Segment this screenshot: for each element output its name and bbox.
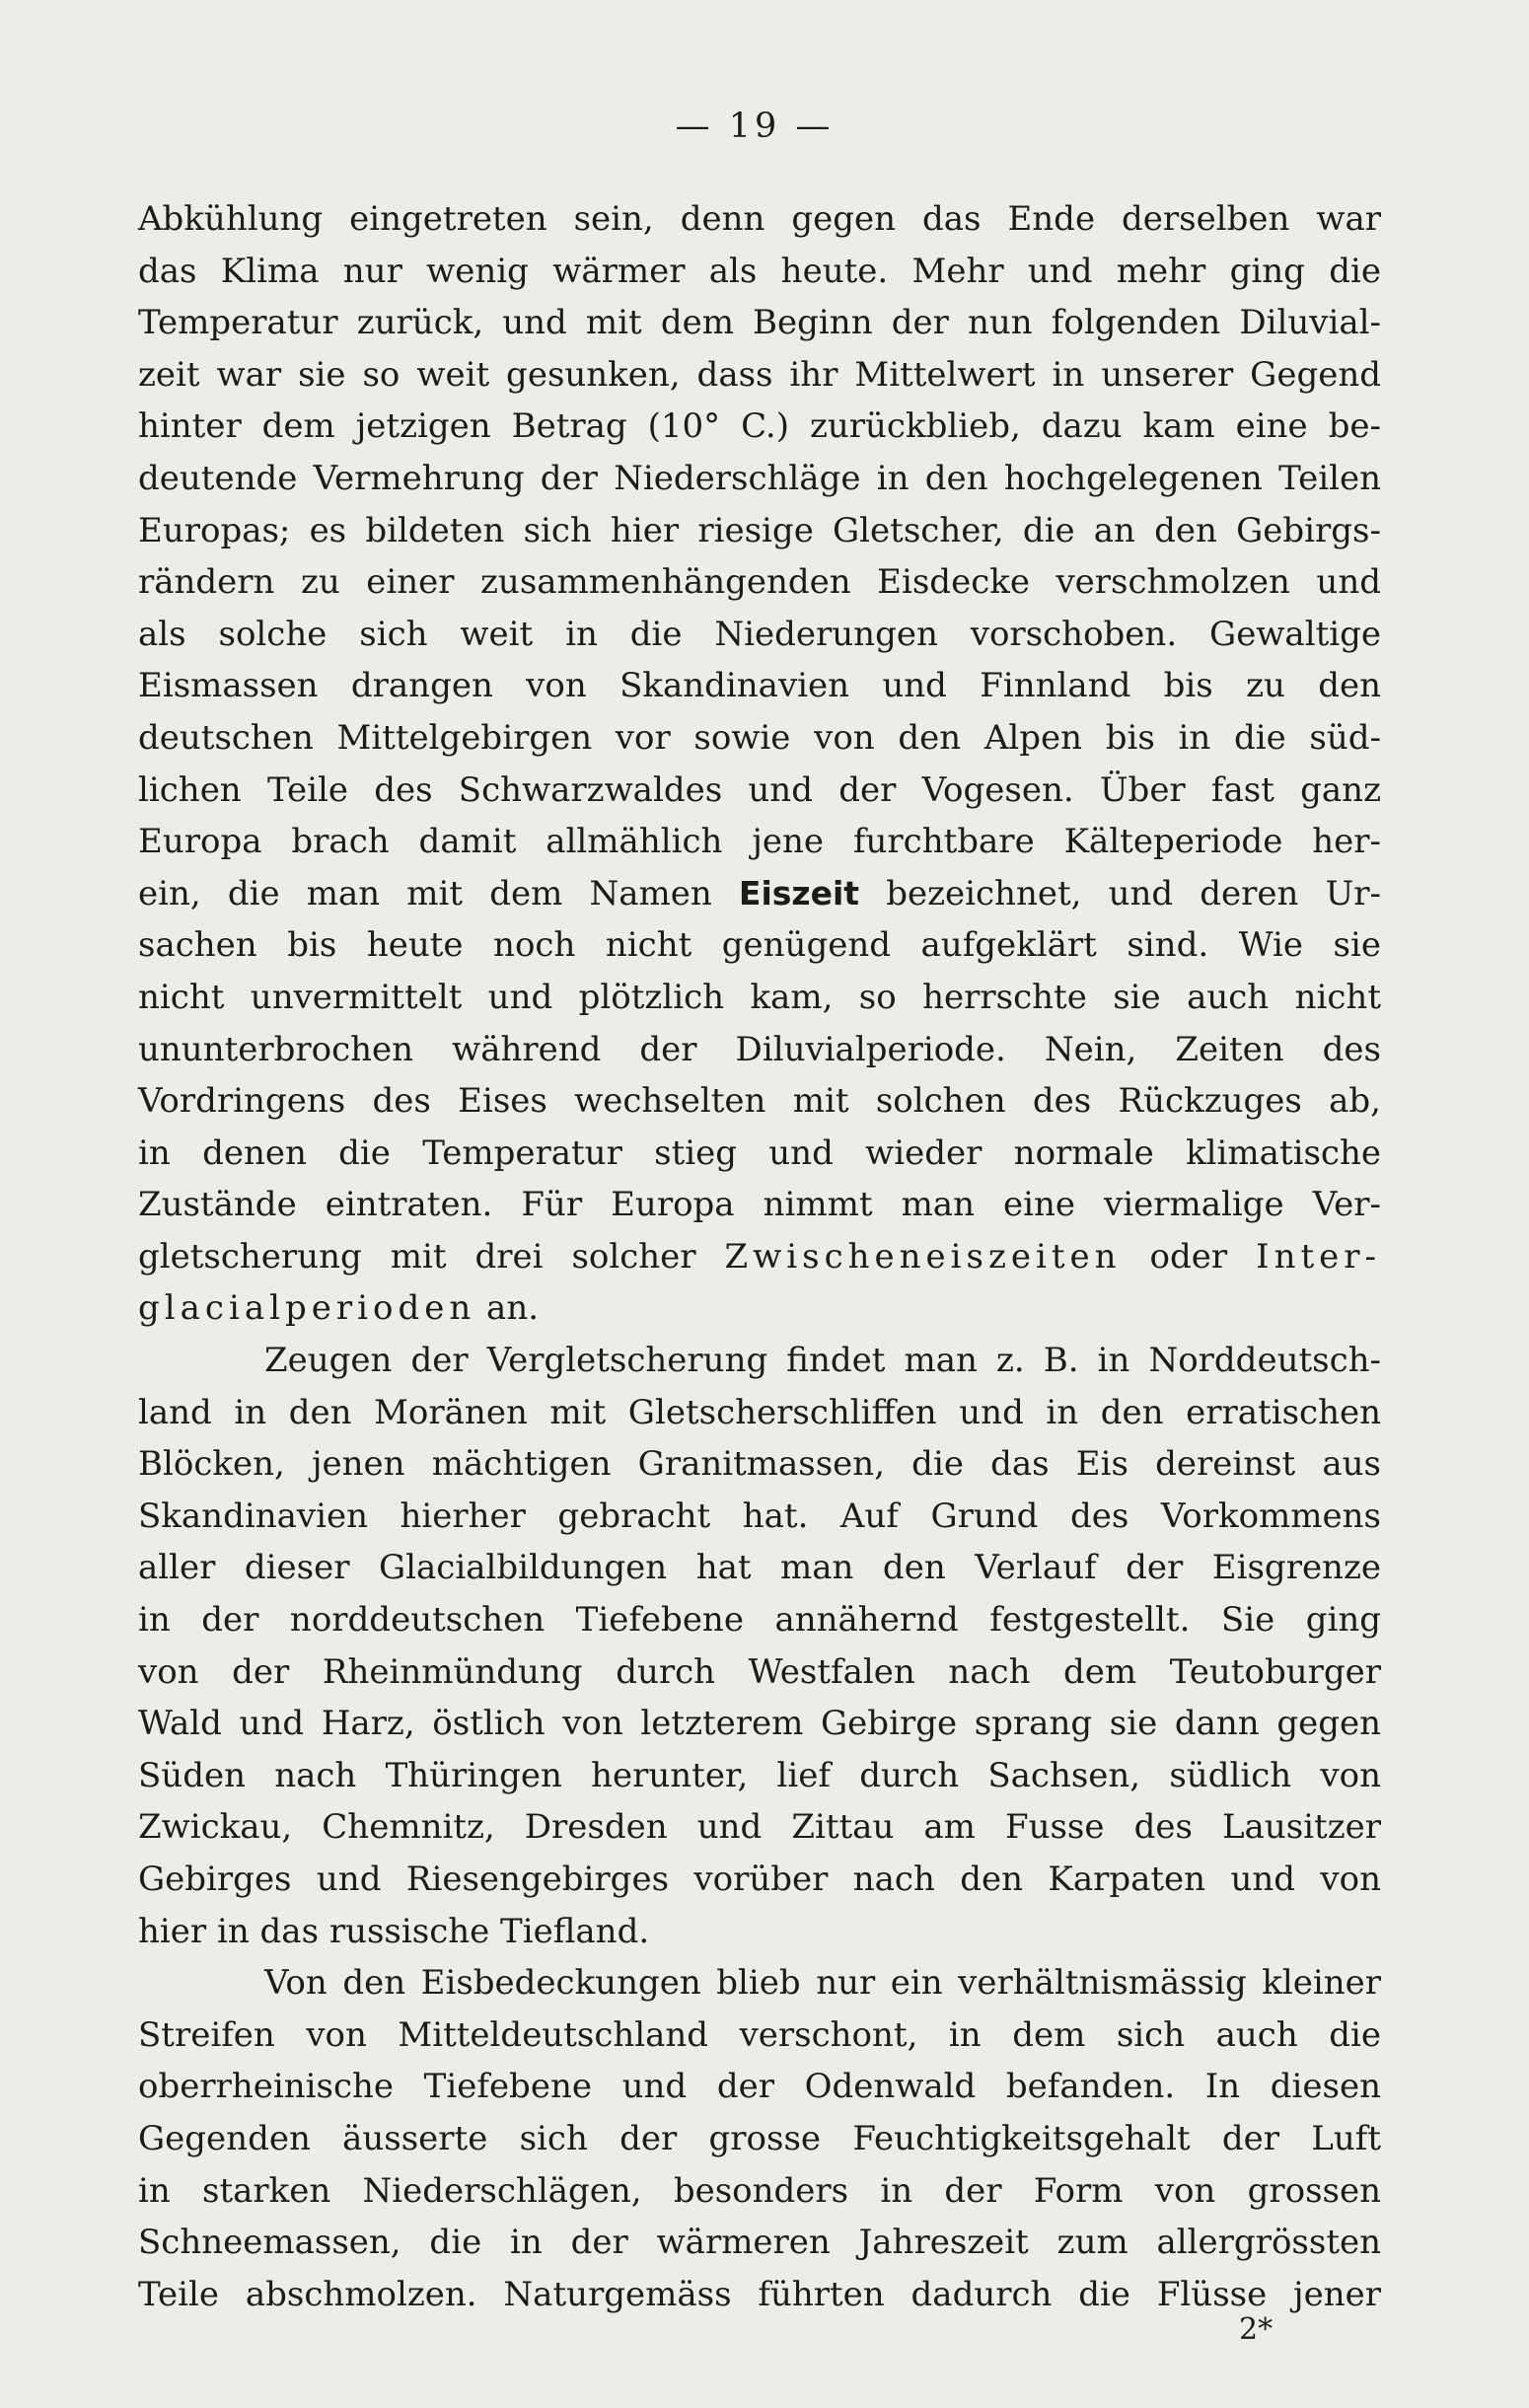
text-line: aller dieser Glacialbildungen hat man den Verlauf der Eisgrenze — [138, 1548, 1381, 1588]
text-line: in der norddeutschen Tiefebene annähernd festgestellt. Sie ging — [138, 1600, 1381, 1641]
text-line: das Klima nur wenig wärmer als heute. Mehr und mehr ging die — [138, 251, 1381, 291]
text-line: Gegenden äusserte sich der grosse Feuchtigkeitsgehalt der Luft — [138, 2118, 1381, 2158]
text-line: Zwickau, Chemnitz, Dresden und Zittau am Fusse des Lausitzer — [138, 1807, 1381, 1848]
text-line: oberrheinische Tiefebene und der Odenwald befanden. In diesen — [138, 2067, 1381, 2107]
signature-mark: 2* — [1239, 2312, 1274, 2347]
text-line: Schneemassen, die in der wärmeren Jahreszeit zum allergrössten — [138, 2223, 1381, 2263]
text-line: Süden nach Thüringen herunter, lief durch Sachsen, südlich von — [138, 1755, 1381, 1795]
text-line: sachen bis heute noch nicht genügend aufgeklärt sind. Wie sie — [138, 925, 1381, 966]
body-text — [138, 193, 1381, 2320]
text-line: rändern zu einer zusammenhängenden Eisdecke verschmolzen und — [138, 562, 1381, 603]
text-line: Vordringens des Eises wechselten mit solchen des Rückzuges ab, — [138, 1081, 1381, 1122]
text-line: Zustände eintraten. Für Europa nimmt man eine viermalige Ver- — [138, 1185, 1381, 1225]
text-line: hier in das russische Tiefland. — [138, 1911, 650, 1951]
text-line: Temperatur zurück, und mit dem Beginn der nun folgenden Diluvial- — [138, 303, 1381, 343]
text-line: Streifen von Mitteldeutschland verschont, in dem sich auch die — [138, 2014, 1381, 2055]
text-line: Skandinavien hierher gebracht hat. Auf Grund des Vorkommens — [138, 1496, 1381, 1536]
spaced-term: Zwischeneiszeiten — [724, 1236, 1122, 1277]
text-line — [138, 1231, 1381, 1283]
text-line: in starken Niederschlägen, besonders in der Form von grossen — [138, 2170, 1381, 2211]
text-line: Wald und Harz, östlich von letzterem Gebirge sprang sie dann gegen — [138, 1704, 1381, 1744]
text-line: Gebirges und Riesengebirges vorüber nach den Karpaten und von — [138, 1860, 1381, 1899]
paragraph-start-line: Von den Eisbedeckungen blieb nur ein verhältnismässig kleiner — [264, 1963, 1381, 2004]
spaced-term: glacialperioden — [138, 1288, 476, 1329]
text-line: Abkühlung eingetreten sein, denn gegen das Ende derselben war — [138, 199, 1381, 239]
text-line: nicht unvermittelt und plötzlich kam, so herrschte sie auch nicht — [138, 977, 1381, 1017]
text-run: ein, die man mit dem Namen — [138, 873, 739, 913]
text-run: bezeichnet, und deren Ur- — [859, 873, 1381, 913]
text-line — [138, 868, 1381, 920]
text-line: Europa brach damit allmählich jene furchtbare Kälteperiode her- — [138, 822, 1381, 862]
text-line: in denen die Temperatur stieg und wieder normale klimatische — [138, 1132, 1381, 1173]
spaced-term: Inter- — [1256, 1236, 1381, 1277]
text-run: oder — [1121, 1236, 1257, 1277]
page-number: — 19 — — [675, 107, 835, 146]
text-run: an. — [475, 1288, 540, 1329]
text-line: deutschen Mittelgebirgen vor sowie von den Alpen bis in die süd- — [138, 717, 1381, 758]
text-line: zeit war sie so weit gesunken, dass ihr Mittelwert in unserer Gegend — [138, 354, 1381, 395]
text-line: lichen Teile des Schwarzwaldes und der Vogesen. Über fast ganz — [138, 769, 1381, 810]
text-line: Blöcken, jenen mächtigen Granitmassen, die das Eis dereinst aus — [138, 1444, 1381, 1485]
text-line: Eismassen drangen von Skandinavien und Finnland bis zu den — [138, 666, 1381, 706]
text-line — [138, 1282, 1381, 1335]
text-line: Teile abschmolzen. Naturgemäss führten dadurch die Flüsse jener — [138, 2274, 1381, 2314]
text-run: gletscherung mit drei solcher — [138, 1236, 725, 1277]
text-line: hinter dem jetzigen Betrag (10° C.) zurückblieb, dazu kam eine be- — [138, 406, 1381, 447]
paragraph-start-line: Zeugen der Vergletscherung findet man z. B. in Norddeutsch- — [264, 1341, 1381, 1381]
text-line: Europas; es bildeten sich hier riesige Gletscher, die an den Gebirgs- — [138, 510, 1381, 550]
emphasized-term: Eiszeit — [738, 873, 860, 912]
text-line: als solche sich weit in die Niederungen vorschoben. Gewaltige — [138, 614, 1381, 654]
text-line: von der Rheinmündung durch Westfalen nach dem Teutoburger — [138, 1651, 1381, 1692]
text-line: deutende Vermehrung der Niederschläge in den hochgelegenen Teilen — [138, 458, 1381, 498]
text-line: ununterbrochen während der Diluvialperiode. Nein, Zeiten des — [138, 1029, 1381, 1069]
text-line: land in den Moränen mit Gletscherschliffen und in den erratischen — [138, 1392, 1381, 1432]
